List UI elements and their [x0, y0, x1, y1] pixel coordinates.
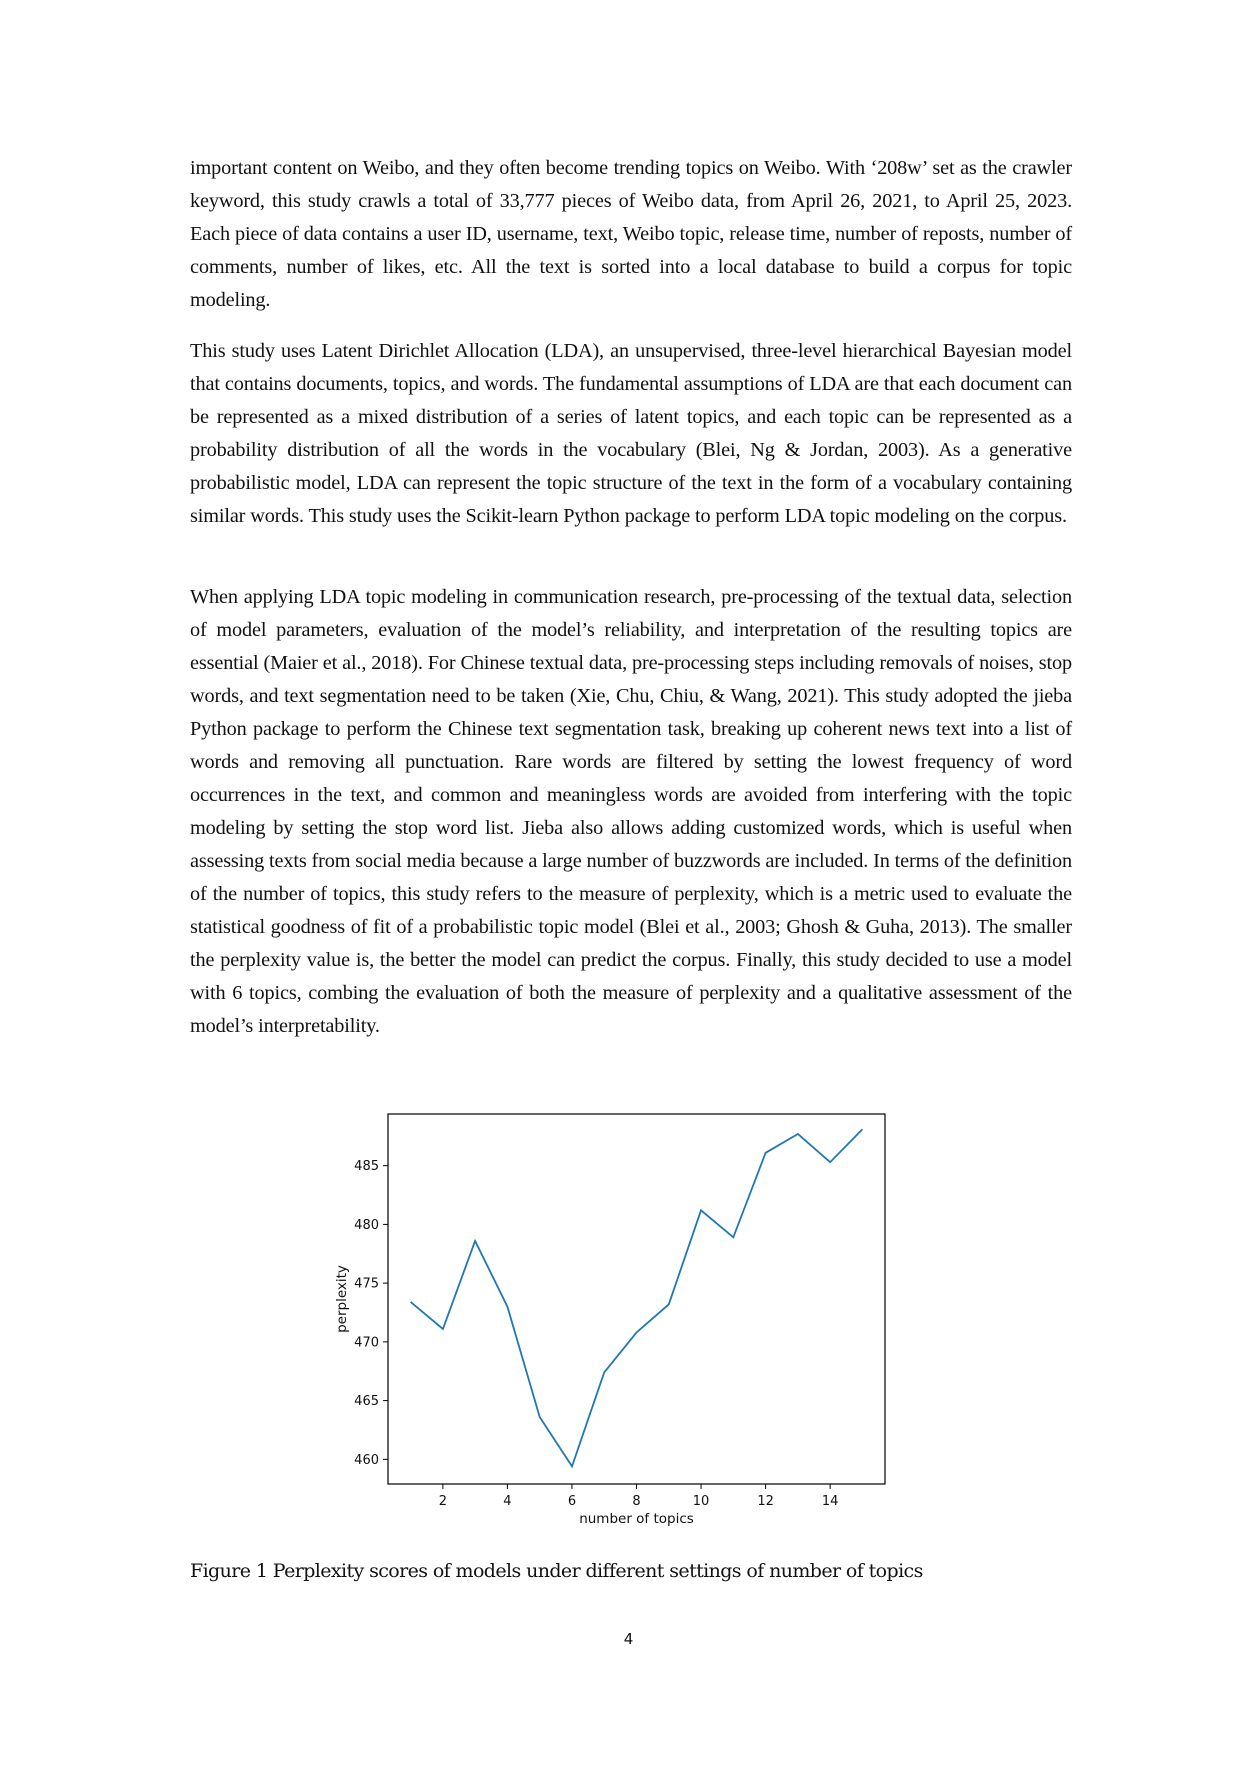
- paragraph-lda-method: This study uses Latent Dirichlet Allocation (LDA), an unsupervised, three-level hierarchical Bayesian model that contains documents, topics, and words. The fundamental assumptions of LDA are that each document can be represented as a mixed distribution of a series of latent topics, and each topic can be represented as a probability distribution of all the words in the vocabulary (Blei, Ng & Jordan, 2003). As a generative probabilistic model, LDA can represent the topic structure of the text in the form of a vocabulary containing similar words. This study uses the Scikit-learn Python package to perform LDA topic modeling on the corpus.: [190, 340, 1072, 527]
- x-tick-label: 10: [692, 1494, 710, 1509]
- x-axis-label: number of topics: [579, 1511, 694, 1527]
- y-tick-label: 485: [354, 1159, 379, 1175]
- y-tick-label: 480: [354, 1217, 379, 1233]
- x-tick-label: 14: [821, 1494, 839, 1509]
- line-chart: [330, 1100, 900, 1540]
- paragraph-preprocessing: When applying LDA topic modeling in communication research, pre-processing of the textual data, selection of model parameters, evaluation of the model’s reliability, and interpretation of the resulting topics are essential (Maier et al., 2018). For Chinese textual data, pre-processing steps including removals of noises, stop words, and text segmentation need to be taken (Xie, Chu, Chiu, & Wang, 2021). This study adopted the jieba Python package to perform the Chinese text segmentation task, breaking up coherent news text into a list of words and removing all punctuation. Rare words are filtered by setting the lowest frequency of word occurrences in the text, and common and meaningless words are avoided from interfering with the topic modeling by setting the stop word list. Jieba also allows adding customized words, which is useful when assessing texts from social media because a large number of buzzwords are included. In terms of the definition of the number of topics, this study refers to the measure of perplexity, which is a metric used to evaluate the statistical goodness of fit of a probabilistic topic model (Blei et al., 2003; Ghosh & Guha, 2013). The smaller the perplexity value is, the better the model can predict the corpus. Finally, this study decided to use a model with 6 topics, combing the evaluation of both the measure of perplexity and a qualitative assessment of the model’s interpretability.: [190, 586, 1072, 1037]
- figure-caption: Figure 1 Perplexity scores of models under different settings of number of topics: [190, 1560, 923, 1582]
- page-number: 4: [623, 1630, 634, 1648]
- y-axis-label: perplexity: [334, 1265, 350, 1333]
- x-tick-label: 4: [503, 1494, 512, 1509]
- y-tick-label: 470: [354, 1335, 379, 1351]
- paragraph-data-collection: important content on Weibo, and they often become trending topics on Weibo. With ‘208w’ set as the crawler keyword, this study crawls a total of 33,777 pieces of Weibo data, from April 26, 2021, to April 25, 2023. Each piece of data contains a user ID, username, text, Weibo topic, release time, number of reposts, number of comments, number of likes, etc. All the text is sorted into a local database to build a corpus for topic modeling.: [190, 157, 1072, 311]
- perplexity-line: [411, 1129, 863, 1466]
- x-tick-label: 8: [632, 1494, 641, 1509]
- y-tick-label: 475: [354, 1276, 379, 1292]
- y-axis-ticks: [354, 1159, 388, 1468]
- x-tick-label: 6: [567, 1494, 577, 1509]
- y-tick-label: 460: [354, 1452, 379, 1468]
- x-tick-label: 2: [438, 1494, 448, 1509]
- x-tick-label: 12: [757, 1494, 774, 1509]
- plot-area: [388, 1114, 885, 1484]
- y-tick-label: 465: [354, 1394, 379, 1410]
- x-axis-ticks: [439, 1484, 839, 1509]
- perplexity-chart: [330, 1100, 900, 1540]
